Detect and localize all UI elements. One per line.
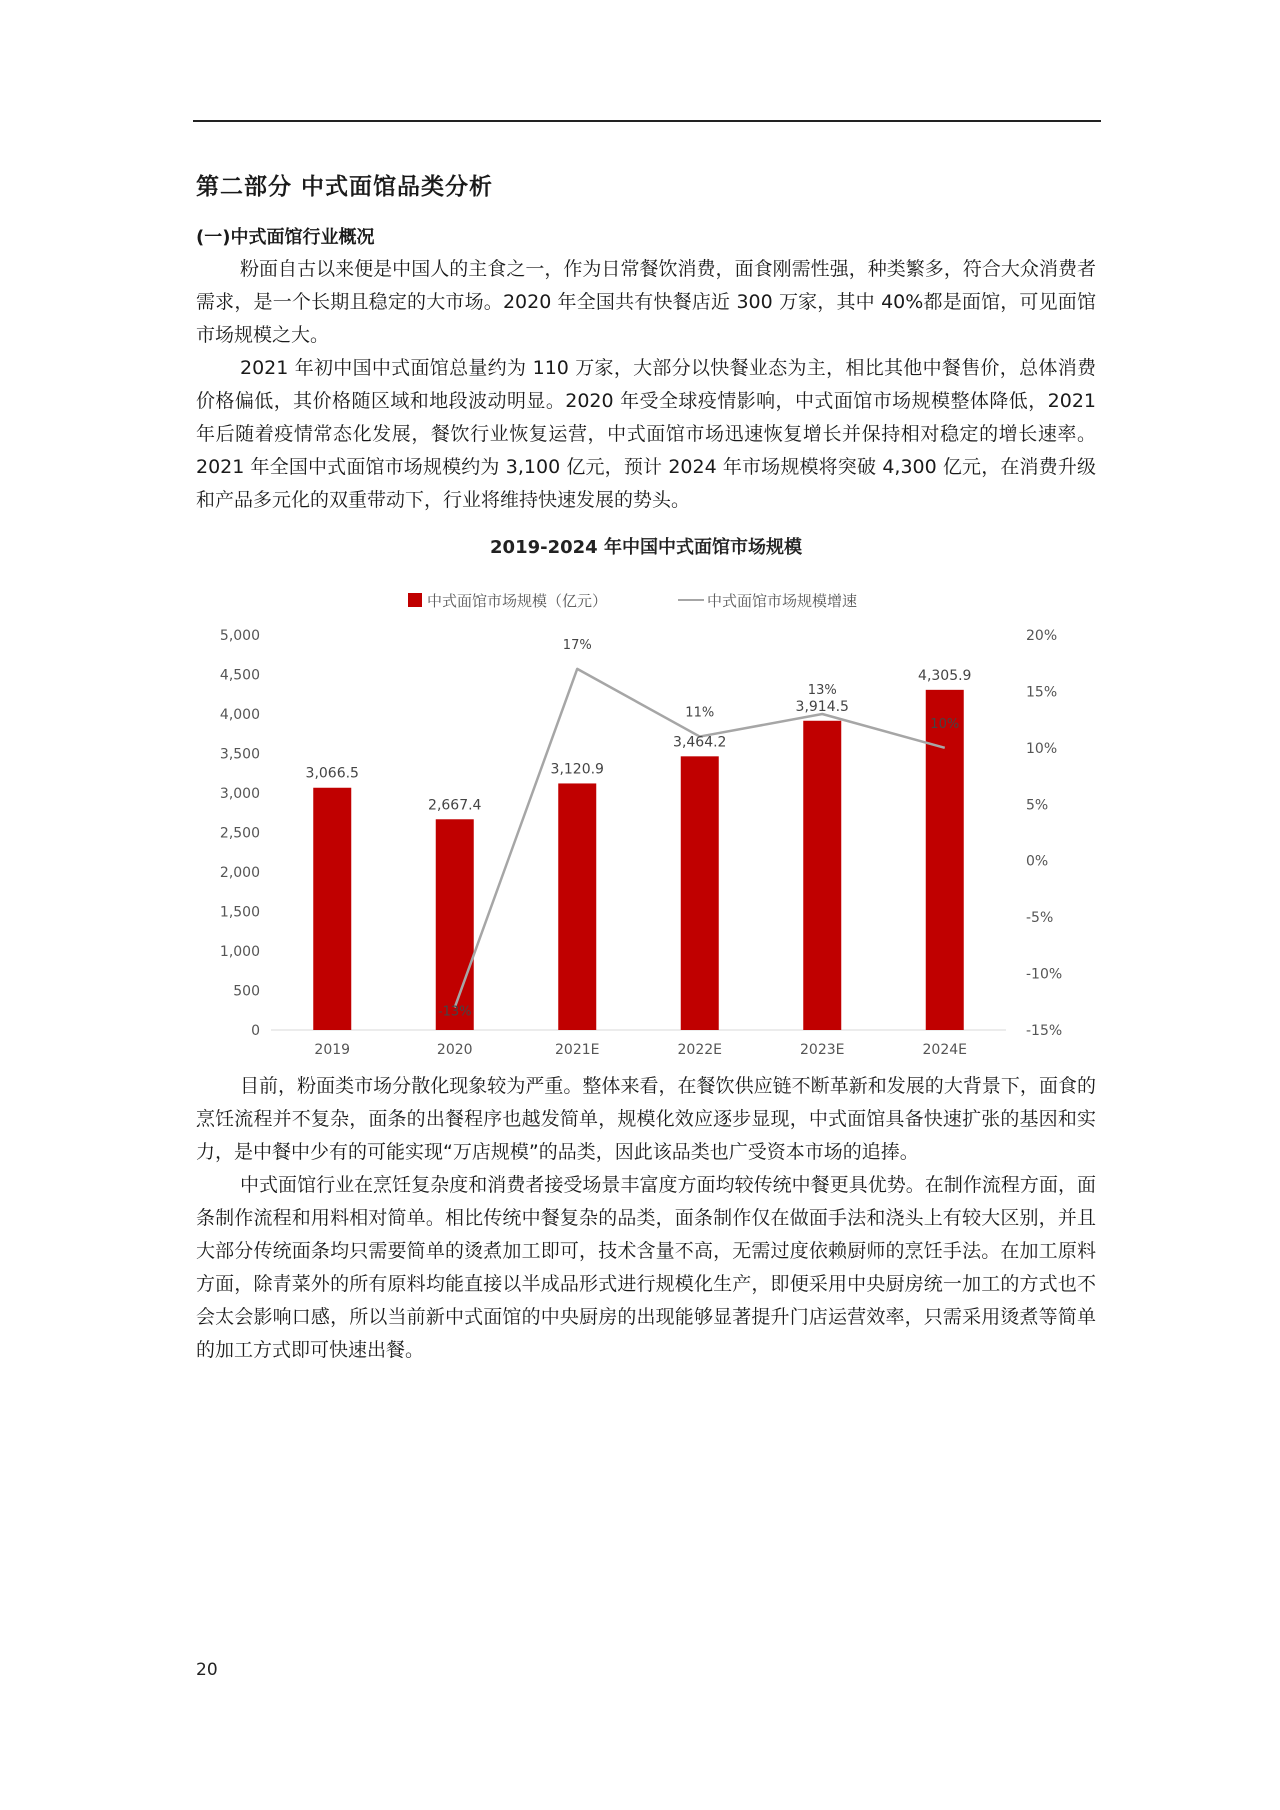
x-tick-label: 2020 xyxy=(436,1042,473,1058)
y-right-tick-label: -15% xyxy=(1026,1023,1063,1039)
bar-value-label: 3,464.2 xyxy=(673,734,727,751)
paragraph-advantages: 中式面馆行业在烹饪复杂度和消费者接受场景丰富度方面均较传统中餐更具优势。在制作流程方面，面条制作流程和用料相对简单。相比传统中餐复杂的品类，面条制作仅在做面手法和浇头上有较大区别，并且大部分传统面条均只需要简单的烫煮加工即可，技术含量不高，无需过度依赖厨师的烹饪手法。在加工原料方面，除青菜外的所有原料均能直接以半成品形式进行规模化生产，即便采用中央厨房统一加工的方式也不会太会影响口感，所以当前新中式面馆的中央厨房的出现能够显著提升门店运营效率，只需采用烫煮等简单的加工方式即可快速出餐。 xyxy=(196,1174,1096,1361)
bar-2019 xyxy=(313,788,351,1030)
legend-bar-label: 中式面馆市场规模（亿元） xyxy=(427,592,608,610)
y-left-tick-label: 4,500 xyxy=(219,667,260,684)
bar-series xyxy=(313,690,964,1030)
legend-bar-swatch xyxy=(408,593,422,607)
y-left-tick-label: 5,000 xyxy=(219,628,260,644)
bar-value-label: 3,066.5 xyxy=(305,765,359,782)
chart-svg xyxy=(196,525,1096,1070)
x-tick-label: 2019 xyxy=(314,1042,351,1058)
bar-2024E xyxy=(926,690,964,1030)
subsection-title: (一)中式面馆行业概况 xyxy=(196,227,375,248)
market-size-chart xyxy=(196,525,1096,1070)
y-left-tick-label: 3,500 xyxy=(219,746,260,763)
x-axis-ticks xyxy=(314,1042,967,1058)
bar-2020 xyxy=(436,819,474,1030)
y-left-tick-label: 500 xyxy=(233,983,260,1000)
y-left-tick-label: 3,000 xyxy=(219,786,260,802)
growth-value-label: 11% xyxy=(685,705,715,721)
y-left-tick-label: 1,000 xyxy=(219,944,260,960)
bar-value-label: 3,120.9 xyxy=(550,761,604,778)
y-axis-right xyxy=(1026,628,1062,1039)
x-tick-label: 2022E xyxy=(677,1042,722,1058)
x-tick-label: 2024E xyxy=(922,1042,967,1058)
chart-legend xyxy=(408,592,857,610)
y-right-tick-label: 0% xyxy=(1026,853,1049,870)
paragraph-intro: 粉面自古以来便是中国人的主食之一，作为日常餐饮消费，面食刚需性强，种类繁多，符合大众消费者需求，是一个长期且稳定的大市场。2020 年全国共有快餐店近 300 万家，其中 40%都是面馆，可见面馆市场规模之大。 xyxy=(196,258,1096,346)
y-axis-left xyxy=(220,628,260,1039)
growth-value-label: -13% xyxy=(437,1004,472,1020)
bar-value-label: 3,914.5 xyxy=(795,698,849,715)
bar-2023E xyxy=(803,721,841,1030)
x-tick-label: 2023E xyxy=(800,1042,845,1058)
growth-value-label: 17% xyxy=(562,637,592,653)
section-title: 第二部分 中式面馆品类分析 xyxy=(196,174,494,200)
growth-value-label: 13% xyxy=(807,683,837,698)
y-left-tick-label: 4,000 xyxy=(219,707,260,723)
paragraph-market: 2021 年初中国中式面馆总量约为 110 万家，大部分以快餐业态为主，相比其他中餐售价，总体消费价格偏低，其价格随区域和地段波动明显。2020 年受全球疫情影响，中式面馆市场规模整体降低，2021 年后随着疫情常态化发展，餐饮行业恢复运营，中式面馆市场迅速恢复增长并保持相对稳定的增长速率。2021 年全国中式面馆市场规模约为 3,100 亿元，预计 2024 年市场规模将突破 4,300 亿元，在消费升级和产品多元化的双重带动下，行业将维持快速发展的势头。 xyxy=(196,357,1096,511)
y-right-tick-label: 20% xyxy=(1026,628,1058,644)
legend-line-label: 中式面馆市场规模增速 xyxy=(707,592,858,610)
y-right-tick-label: -5% xyxy=(1026,910,1054,927)
y-right-tick-label: 5% xyxy=(1026,797,1049,814)
y-right-tick-label: 15% xyxy=(1026,684,1058,701)
y-left-tick-label: 2,500 xyxy=(219,825,260,842)
y-left-tick-label: 2,000 xyxy=(219,865,260,881)
y-right-tick-label: -10% xyxy=(1026,966,1063,983)
bar-2022E xyxy=(681,756,719,1030)
paragraph-fragmentation: 目前，粉面类市场分散化现象较为严重。整体来看，在餐饮供应链不断革新和发展的大背景下，面食的烹饪流程并不复杂，面条的出餐程序也越发简单，规模化效应逐步显现，中式面馆具备快速扩张的基因和实力，是中餐中少有的可能实现“万店规模”的品类，因此该品类也广受资本市场的追捧。 xyxy=(196,1075,1096,1163)
x-tick-label: 2021E xyxy=(555,1042,600,1058)
data-labels xyxy=(306,638,972,1020)
bar-value-label: 4,305.9 xyxy=(918,667,972,684)
bar-2021E xyxy=(558,783,596,1030)
page-number: 20 xyxy=(196,1660,218,1680)
page-content xyxy=(196,168,1096,1367)
growth-value-label: 10% xyxy=(930,716,960,732)
y-right-tick-label: 10% xyxy=(1026,740,1058,757)
header-rule xyxy=(193,120,1101,122)
y-left-tick-label: 1,500 xyxy=(219,904,260,921)
bar-value-label: 2,667.4 xyxy=(428,797,482,814)
y-left-tick-label: 0 xyxy=(251,1023,260,1039)
chart-title: 2019-2024 年中国中式面馆市场规模 xyxy=(490,537,802,558)
